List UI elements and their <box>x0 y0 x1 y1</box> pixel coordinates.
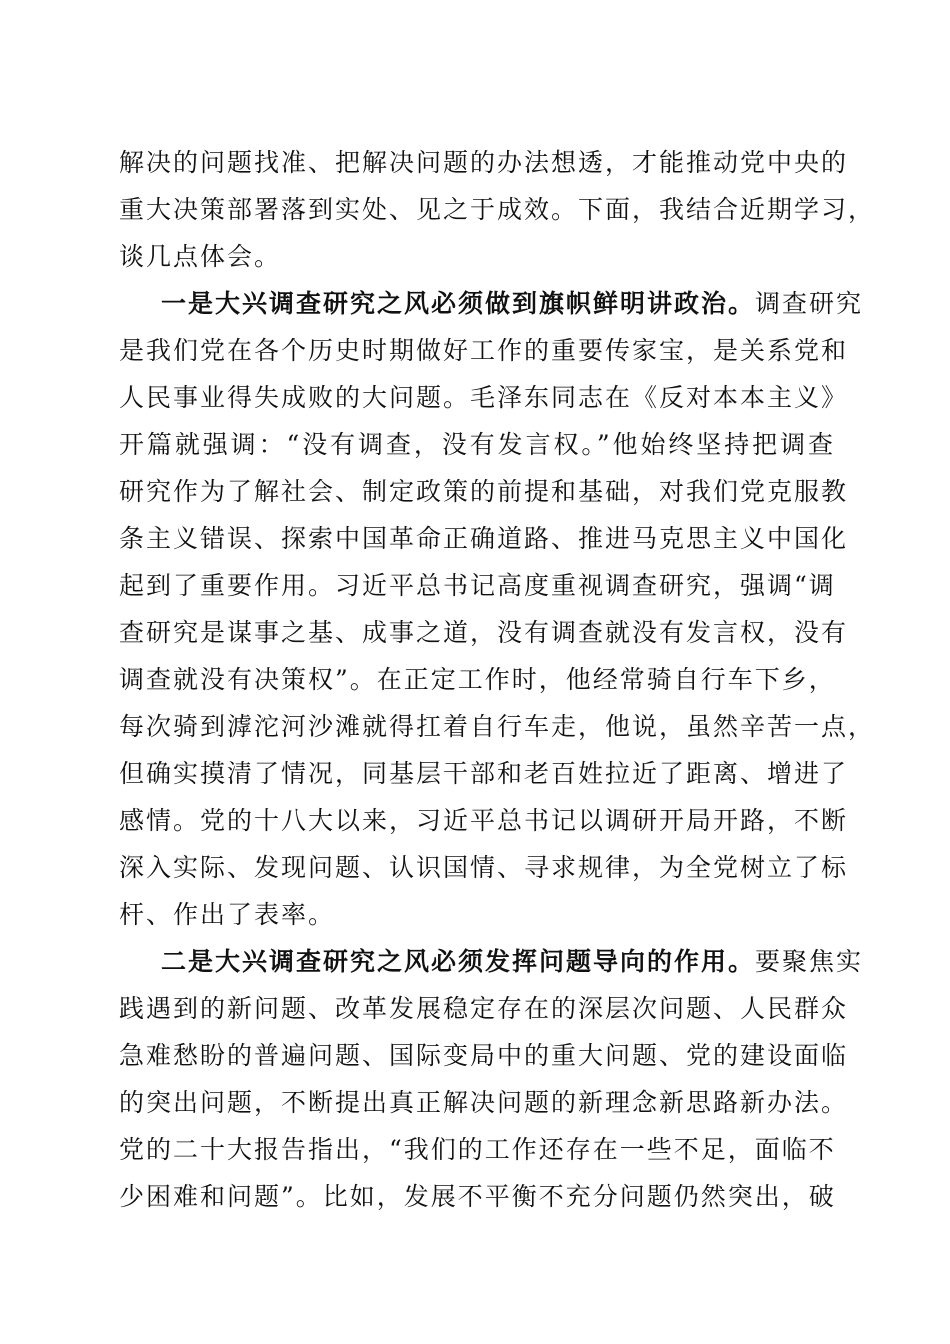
paragraph-1-line: 深入实际、发现问题、认识国情、寻求规律，为全党树立了标 <box>119 853 849 882</box>
paragraph-1-line: 人民事业得失成败的大问题。毛泽东同志在《反对本本主义》 <box>119 383 849 412</box>
paragraph-1-first-line-rest: 调查研究 <box>755 289 864 318</box>
paragraph-2-heading: 二是大兴调查研究之风必须发挥问题导向的作用。 <box>161 947 756 976</box>
paragraph-1-line: 但确实摸清了情况，同基层干部和老百姓拉近了距离、增进了 <box>119 759 849 788</box>
paragraph-0-line-3: 谈几点体会。 <box>119 242 282 271</box>
paragraph-2-line: 少困难和问题”。比如，发展不平衡不充分问题仍然突出，破 <box>119 1182 836 1211</box>
paragraph-1-line: 条主义错误、探索中国革命正确道路、推进马克思主义中国化 <box>119 524 849 553</box>
paragraph-1-line: 是我们党在各个历史时期做好工作的重要传家宝，是关系党和 <box>119 336 849 365</box>
paragraph-2-line: 践遇到的新问题、改革发展稳定存在的深层次问题、人民群众 <box>119 994 849 1023</box>
paragraph-1-line: 每次骑到滹沱河沙滩就得扛着自行车走，他说，虽然辛苦一点， <box>119 712 876 741</box>
paragraph-2-line: 的突出问题，不断提出真正解决问题的新理念新思路新办法。 <box>119 1088 849 1117</box>
paragraph-2-line: 急难愁盼的普遍问题、国际变局中的重大问题、党的建设面临 <box>119 1041 849 1070</box>
paragraph-1-line: 感情。党的十八大以来，习近平总书记以调研开局开路，不断 <box>119 806 849 835</box>
paragraph-1-line: 起到了重要作用。习近平总书记高度重视调查研究，强调“调 <box>119 571 836 600</box>
paragraph-1-line: 开篇就强调：“没有调查，没有发言权。”他始终坚持把调查 <box>119 430 835 459</box>
paragraph-1-line: 查研究是谋事之基、成事之道，没有调查就没有发言权，没有 <box>119 618 849 647</box>
paragraph-2-first-line <box>119 938 864 985</box>
body-text <box>119 139 876 1220</box>
paragraph-0-line-2: 重大决策部署落到实处、见之于成效。下面，我结合近期学习， <box>119 195 876 224</box>
paragraph-1-line: 调查就没有决策权”。在正定工作时，他经常骑自行车下乡， <box>119 665 836 694</box>
paragraph-1-line: 研究作为了解社会、制定政策的前提和基础，对我们党克服教 <box>119 477 849 506</box>
paragraph-1-heading: 一是大兴调查研究之风必须做到旗帜鲜明讲政治。 <box>161 289 756 318</box>
paragraph-0-line-1: 解决的问题找准、把解决问题的办法想透，才能推动党中央的 <box>119 148 849 177</box>
paragraph-1-line: 杆、作出了表率。 <box>119 900 336 929</box>
paragraph-1-first-line <box>119 280 864 327</box>
paragraph-2-line: 党的二十大报告指出，“我们的工作还存在一些不足，面临不 <box>119 1135 836 1164</box>
paragraph-2-first-line-rest: 要聚焦实 <box>755 947 864 976</box>
